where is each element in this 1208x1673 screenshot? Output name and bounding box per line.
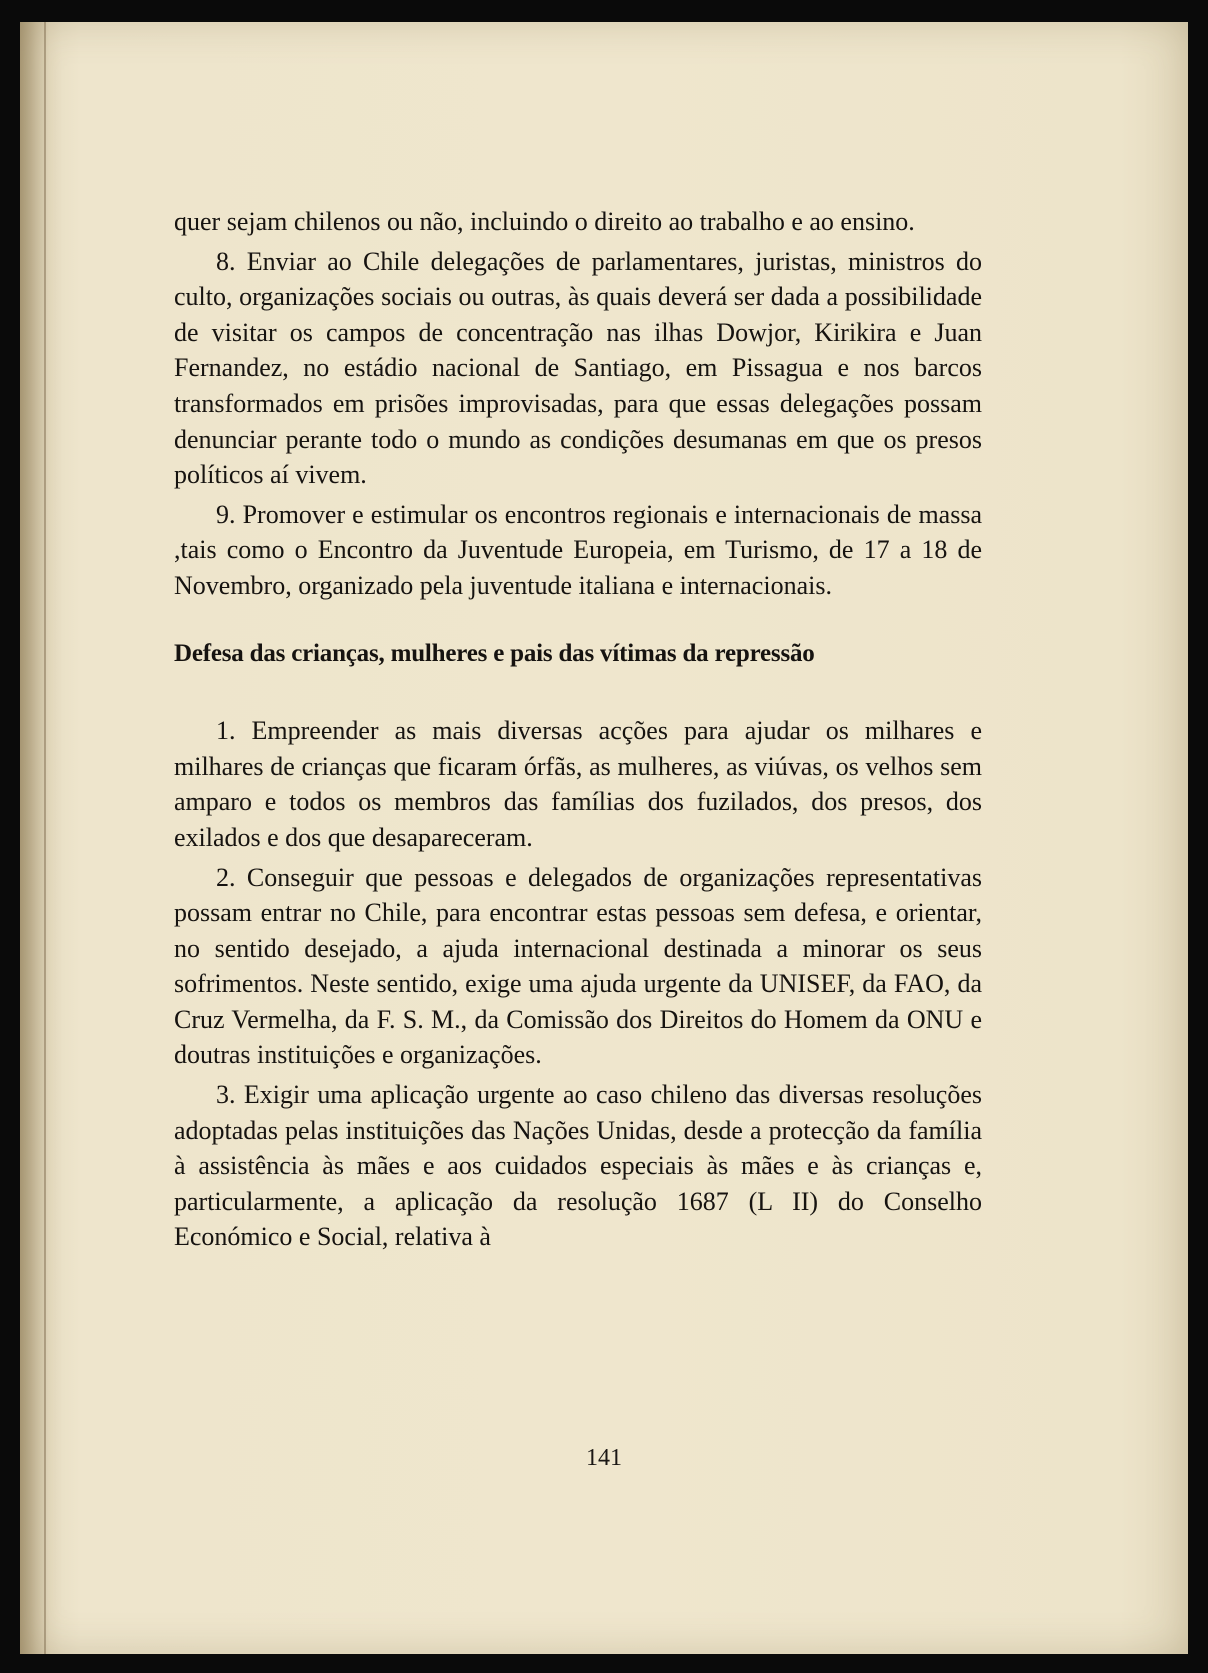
book-spine-edge [44, 22, 46, 1654]
paragraph-item-1: 1. Empreender as mais diversas acções para ajudar os milhares e milhares de crianças que ficaram órfãs, as mulheres, as viúvas, os velhos sem amparo e todos os membros das famílias dos fuzilados, dos presos, dos exilados e dos que desapareceram. [174, 716, 982, 852]
book-gutter-shadow [20, 22, 62, 1654]
paragraph-item-3: 3. Exigir uma aplicação urgente ao caso chileno das diversas resoluções adoptadas pelas instituições das Nações Unidas, desde a protecção da família à assistência às mães e aos cuidados especiais às mães e às crianças e, particularmente, a aplicação da resolução 1687 (L II) do Conselho Económico e Social, relativa à [174, 1080, 982, 1252]
paragraph-item-9: 9. Promover e estimular os encontros regionais e internacionais de massa ,tais como o Encontro da Juventude Europeia, em Turismo, de 17 a 18 de Novembro, organizado pela juventude italiana e internacionais. [174, 499, 982, 600]
section-heading: Defesa das crianças, mulheres e pais das vítimas da repressão [174, 639, 815, 667]
paragraph-item-8: 8. Enviar ao Chile delegações de parlamentares, juristas, ministros do culto, organizações sociais ou outras, às quais deverá ser dada a possibilidade de visitar os campos de concentração nas ilhas Dowjor, Kirikira e Juan Fernandez, no estádio nacional de Santiago, em Pissagua e nos barcos transformados em prisões improvisadas, para que essas delegações possam denunciar perante todo o mundo as condições desumanas em que os presos políticos aí vivem. [174, 246, 982, 490]
paragraph-continuation: quer sejam chilenos ou não, incluindo o direito ao trabalho e ao ensino. [174, 207, 915, 236]
page-number: 141 [586, 1445, 622, 1471]
page-body-text [174, 204, 982, 1259]
paragraph-item-2: 2. Conseguir que pessoas e delegados de organizações representativas possam entrar no Chile, para encontrar estas pessoas sem defesa, e orientar, no sentido desejado, a ajuda internacional destinada a minorar os seus sofrimentos. Neste sentido, exige uma ajuda urgente da UNISEF, da FAO, da Cruz Vermelha, da F. S. M., da Comissão dos Direitos do Homem da ONU e doutras instituições e organizações. [174, 862, 982, 1070]
